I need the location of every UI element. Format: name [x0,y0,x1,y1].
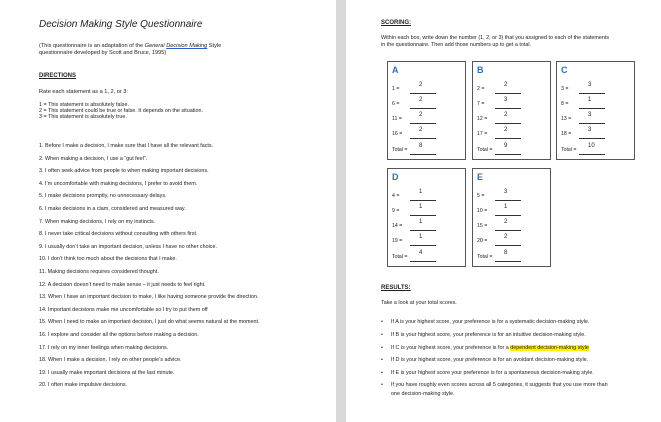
question-12: 12. A decision doesn’t need to make sense – it just needs to feel right. [39,281,206,288]
box-row-label: 1 = [392,86,400,92]
box-row-label: 6 = [392,101,400,107]
answer-line [410,154,436,155]
answer-line [495,138,521,139]
answer-line [579,93,605,94]
box-row-label: 14 = [392,223,403,229]
bullet-even: • If you have roughly even scores across all 5 categories, it suggests that you use more than one decision-making style. [381,382,608,397]
box-value-total[interactable]: 4 [419,250,423,256]
box-value[interactable]: 3 [504,97,508,103]
bullet-a: • If A is your highest score, your preference is for a systematic decision-making style. [381,319,590,325]
question-14: 14. Important decisions make me uncomfortable so I try to put them off [39,306,208,313]
question-8: 8. I never take critical decisions without consulting with others first. [39,231,198,238]
question-19: 19. I usually make important decisions at the last minute. [39,369,175,376]
directions-heading: DIRECTIONS [39,73,77,79]
box-value[interactable]: 1 [419,204,423,210]
box-value[interactable]: 2 [419,112,423,118]
answer-line [495,93,521,94]
question-2: 2. When making a decision, I use a “gut feel”. [39,155,148,162]
answer-line [495,261,521,262]
box-row-label: 18 = [561,131,572,137]
box-row-label: 11 = [392,116,402,122]
box-value[interactable]: 1 [419,189,423,195]
box-value[interactable]: 1 [504,204,508,210]
box-value[interactable]: 1 [419,234,423,240]
score-box-a [387,61,466,160]
box-value[interactable]: 2 [504,219,508,225]
box-letter: E [477,172,484,182]
box-value[interactable]: 2 [504,234,508,240]
answer-line [410,245,436,246]
answer-line [579,108,605,109]
question-15: 15. When I need to make an important decision, I just do what seems natural at the moment. [39,319,260,326]
bullet-c: • If C is your highest score, your preference is for a dependent decision-making style [381,345,589,351]
box-row-label: 8 = [561,101,569,107]
box-row-label: 19 = [392,238,403,244]
box-row-label: 12 = [477,116,488,122]
box-value[interactable]: 3 [504,189,508,195]
box-value[interactable]: 3 [588,82,592,88]
question-11: 11. Making decisions requires considered thought. [39,269,159,275]
answer-line [495,108,521,109]
bullet-b: • If B is your highest score, your preference is for an intuitive decision-making style. [381,332,586,338]
box-letter: B [477,65,484,75]
box-value[interactable]: 3 [588,112,592,118]
rating-scale: 1 = This statement is absolutely false. 2 = This statement could be true or false. It depends on the situation. 3 = This statement is absolutely true. [39,102,203,121]
results-intro: Take a look at your total scores. [381,300,457,306]
answer-line [410,200,436,201]
questionnaire-title: Decision Making Style Questionnaire [39,19,203,30]
box-row-label: 15 = [477,223,488,229]
score-box-e [472,168,551,267]
question-1: 1. Before I make a decision, I make sure that I have all the relevant facts. [39,143,214,149]
answer-line [410,261,436,262]
box-row-label: 13 = [561,116,572,122]
box-row-label: 3 = [561,86,569,92]
answer-line [410,123,436,124]
box-letter: C [561,65,568,75]
bullet-e: • If E is your highest score your preference is for a spontaneous decision-making style. [381,370,594,376]
answer-line [495,123,521,124]
question-17: 17. I rely on my inner feelings when making decisions. [39,344,169,351]
box-letter: D [392,172,399,182]
box-row-label: 16 = [392,131,403,137]
question-20: 20. I often make impulsive decisions. [39,382,128,389]
answer-line [495,200,521,201]
question-7: 7. When making decisions, I rely on my instincts. [39,218,156,225]
question-13: 13. When I have an important decision to make, I like having someone provide the direction. [39,294,259,301]
answer-line [410,93,436,94]
question-16: 16. I explore and consider all the options before making a decision. [39,332,199,338]
box-value[interactable]: 2 [419,82,423,88]
box-row-label: 5 = [477,193,485,199]
box-value-total[interactable]: 8 [419,143,423,149]
box-letter: A [392,65,399,75]
box-value[interactable]: 1 [588,97,592,103]
box-value[interactable]: 1 [419,219,423,225]
box-row-label: 9 = [392,208,400,214]
question-3: 3. I often seek advice from people to when making important decisions. [39,168,209,175]
box-value-total[interactable]: 8 [504,250,508,256]
question-9: 9. I usually don’t take an important decision, unless I have no other choice. [39,243,217,250]
score-box-b [472,61,551,160]
right-page [346,0,661,422]
question-18: 18. When I make a decision, I rely on other people’s advice. [39,357,182,364]
scoring-heading: SCORING: [381,20,411,26]
box-value-total[interactable]: 9 [504,143,508,149]
answer-line [579,154,605,155]
results-heading: RESULTS: [381,285,411,291]
box-value[interactable]: 2 [419,127,423,133]
scoring-instructions: Within each box, write down the number (1, 2, or 3) that you assigned to each of the statements in the questionnaire. Then add those numbers up to get a total. [381,35,610,48]
answer-line [495,154,521,155]
answer-line [410,138,436,139]
box-row-label: 4 = [392,193,400,199]
answer-line [579,123,605,124]
box-row-label: 7 = [477,101,485,107]
box-value[interactable]: 2 [504,127,508,133]
highlighted-text: dependent decision-making style [510,345,589,351]
answer-line [579,138,605,139]
score-box-d [387,168,466,267]
answer-line [495,230,521,231]
box-row-label: 20 = [477,238,488,244]
answer-line [410,108,436,109]
box-row-label: 10 = [477,208,488,214]
page-gutter [336,0,346,422]
box-row-label-total: Total = [561,147,577,153]
answer-line [410,230,436,231]
box-value[interactable]: 2 [504,112,508,118]
box-row-label-total: Total = [477,147,493,153]
question-6: 6. I make decisions in a clam, considered and measured way. [39,206,186,212]
box-row-label-total: Total = [392,254,408,260]
box-row-label-total: Total = [477,254,493,260]
box-row-label-total: Total = [392,147,408,153]
answer-line [410,215,436,216]
answer-line [495,215,521,216]
question-10: 10. I don’t think too much about the decisions that I make. [39,256,177,263]
box-row-label: 2 = [477,86,485,92]
question-5: 5. I make decisions promptly, no unnecessary delays. [39,193,167,200]
box-row-label: 17 = [477,131,488,137]
decision-making-link[interactable]: Decision Making [166,43,208,49]
rate-instruction: Rate each statement as a 1, 2, or 3: [39,89,128,95]
box-value[interactable]: 2 [419,97,423,103]
question-4: 4. I’m uncomfortable with making decisions, I prefer to avoid them. [39,180,198,187]
answer-line [495,245,521,246]
box-value-total[interactable]: 10 [588,143,595,149]
box-value[interactable]: 2 [504,82,508,88]
box-value[interactable]: 3 [588,127,592,133]
bullet-d: • If D is your highest score, your preference is for an avoidant decision-making style. [381,357,589,363]
intro-text: (This questionnaire is an adaptation of the General Decision Making Style questionnaire developed by Scott and Bruce, 1995) [39,43,222,56]
score-box-c [556,61,635,160]
